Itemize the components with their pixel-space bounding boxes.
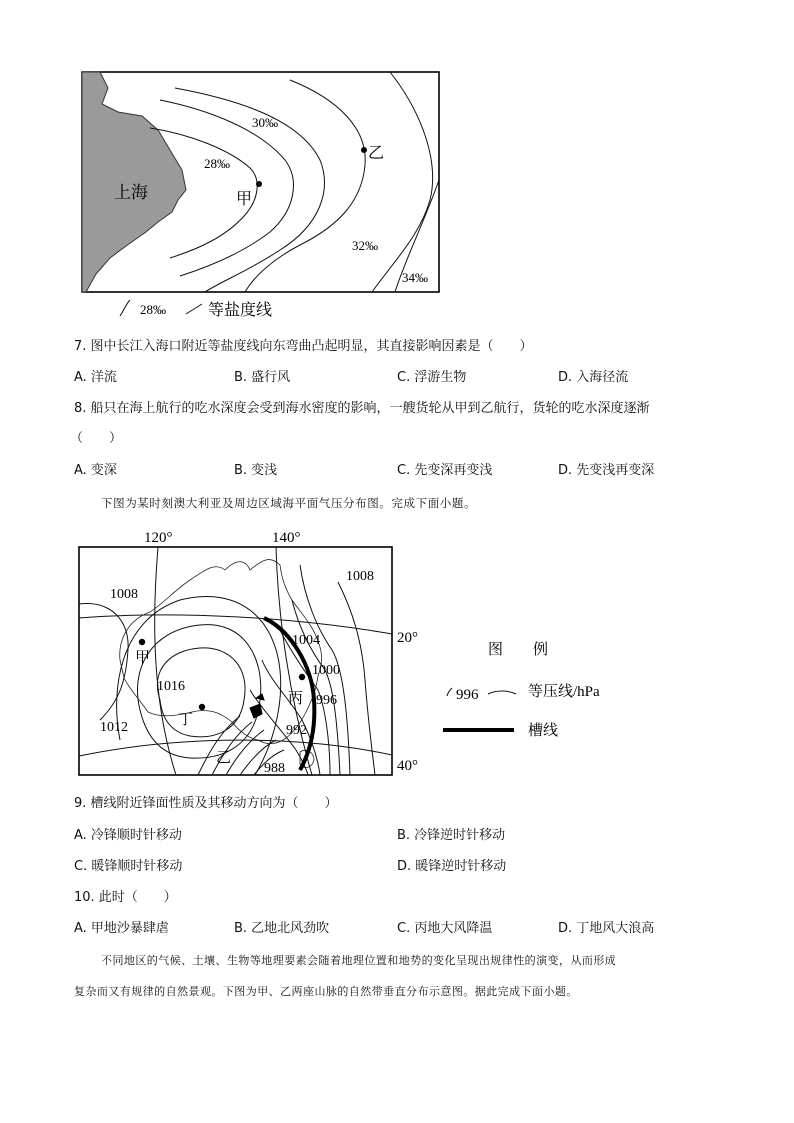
label-iso32: 32‰ [352,238,378,253]
label-jia: 甲 [236,189,253,208]
label-bing: 丙 [288,689,304,707]
point-ding [199,704,205,710]
legend-isobar-text: 等压线/hPa [528,684,600,700]
label-jia-2: 甲 [135,648,151,666]
legend-trough-text: 槽线 [528,721,559,739]
legend-isohaline-text: 等盐度线 [208,300,273,319]
label-p1000: 1000 [312,663,340,678]
isobar-1012 [138,625,261,759]
point-jia-2 [139,639,145,645]
q9-option-b[interactable]: B. 冷锋逆时针移动 [397,828,506,843]
label-yi-2: 乙 [216,748,232,766]
q10-option-b[interactable]: B. 乙地北风劲吹 [234,921,330,936]
q7-option-b[interactable]: B. 盛行风 [234,370,291,385]
label-lat40: 40° [397,758,418,774]
q9-option-d[interactable]: D. 暖锋逆时针移动 [397,859,507,874]
q9-option-c[interactable]: C. 暖锋顺时针移动 [74,859,183,874]
point-yi [361,147,367,153]
label-p1004: 1004 [292,633,320,648]
q9-stem: 9. 槽线附近锋面性质及其移动方向为（ ） [74,796,338,811]
q8-option-c[interactable]: C. 先变深再变浅 [397,463,493,478]
intro-mountain-line1: 不同地区的气候、土壤、生物等地理要素会随着地理位置和地势的变化呈现出规律性的演变，从而形成 [101,954,617,967]
isohaline-34 [372,72,433,292]
label-iso28: 28‰ [204,156,230,171]
label-lat20: 20° [397,630,418,646]
q8-option-b[interactable]: B. 变浅 [234,463,278,478]
label-p1008-east: 1008 [346,569,374,584]
label-iso30: 30‰ [252,115,278,130]
isobar-south-1 [198,716,240,775]
label-ding: 丁 [178,710,194,728]
label-p992: 992 [286,723,307,738]
meridian-120 [155,547,176,775]
label-lon140: 140° [272,530,301,546]
q10-stem: 10. 此时（ ） [74,890,177,905]
legend-isobar-sample-right [488,691,516,694]
q7-option-d[interactable]: D. 入海径流 [558,370,629,385]
q9-option-a[interactable]: A. 冷锋顺时针移动 [74,828,182,843]
legend-isobar-sample: 996 [456,687,479,703]
q8-stem-cont: （ ） [70,431,123,446]
isobar-outer [117,596,281,775]
australia-coast [120,560,322,744]
legend-isobar-sample-left [447,688,452,696]
label-yi: 乙 [368,143,385,162]
parallel-40 [79,740,392,756]
legend-title: 图 例 [488,640,549,658]
point-jia [256,181,262,187]
label-p1008-west: 1008 [110,587,138,602]
q10-option-c[interactable]: C. 丙地大风降温 [397,921,493,936]
q8-option-a[interactable]: A. 变深 [74,463,117,478]
label-p1016: 1016 [157,679,185,694]
q10-option-a[interactable]: A. 甲地沙暴肆虐 [74,921,169,936]
legend-slash [186,304,202,314]
q8-option-d[interactable]: D. 先变浅再变深 [558,463,655,478]
label-p988: 988 [264,761,285,776]
q7-stem: 7. 图中长江入海口附近等盐度线向东弯曲凸起明显，其直接影响因素是（ ） [74,339,533,354]
label-p996: 996 [316,693,337,708]
label-p1012: 1012 [100,720,128,735]
low-pressure-symbol [250,694,264,718]
label-lon120: 120° [144,530,173,546]
salinity-map [0,0,794,330]
label-iso34: 34‰ [402,270,428,285]
q10-option-d[interactable]: D. 丁地风大浪高 [558,921,655,936]
q8-stem: 8. 船只在海上航行的吃水深度会受到海水密度的影响，一艘货轮从甲到乙航行，货轮的吃水深度逐渐 [74,401,650,416]
isobar-1008-east [338,582,375,775]
legend-isohaline-sample: 28‰ [140,302,166,317]
intro-mountain-line2: 复杂而又有规律的自然景观。下图为甲、乙两座山脉的自然带垂直分布示意图。据此完成下面小题。 [74,985,578,998]
q7-option-c[interactable]: C. 浮游生物 [397,370,467,385]
pressure-map [0,520,794,790]
legend-isohaline-sample-mark [120,300,130,316]
land-area [82,72,186,292]
point-bing [299,674,305,680]
intro-pressure-map: 下图为某时刻澳大利亚及周边区域海平面气压分布图。完成下面小题。 [101,496,477,510]
label-shanghai: 上海 [114,183,148,203]
q7-option-a[interactable]: A. 洋流 [74,370,117,385]
